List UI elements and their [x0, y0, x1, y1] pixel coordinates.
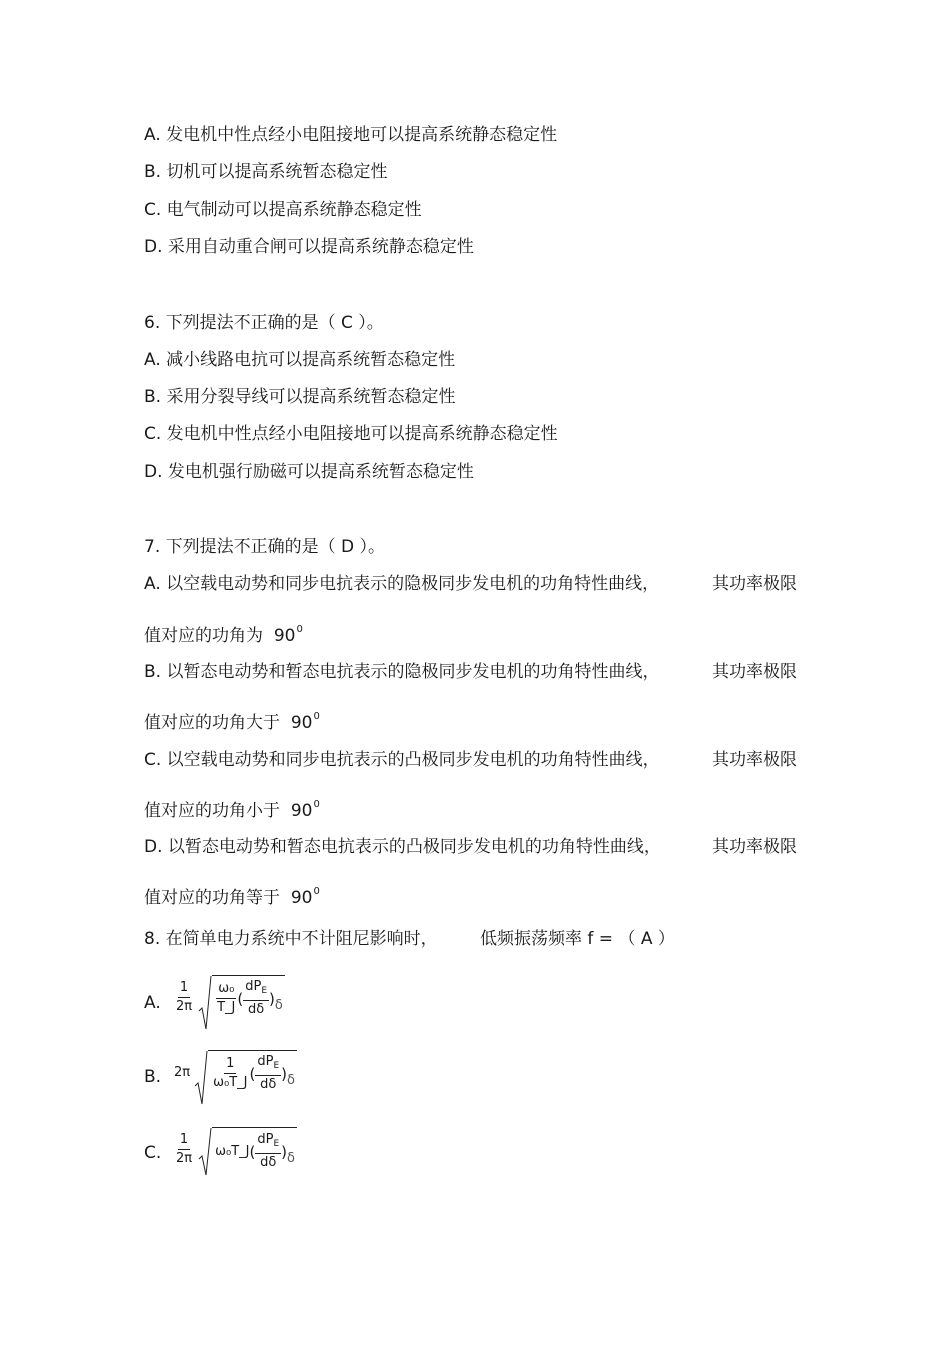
- sqrt-symbol: $\frac{1}{\text{ω₀T\_J}}$ ( $\frac{dP_E}{d\delta}$ ) δ: [194, 1050, 297, 1094]
- q7-option-a-cont: 值对应的功角为 $90^0$: [144, 624, 303, 646]
- q6-option-a: A. 减小线路电抗可以提高系统暂态稳定性: [144, 350, 456, 370]
- q7-option-c: C. 以空载电动势和同步电抗表示的凸极同步发电机的功角特性曲线， 其功率极限: [144, 750, 797, 770]
- q5-option-d: D. 采用自动重合闸可以提高系统静态稳定性: [144, 237, 474, 257]
- coef-fraction: $\frac{1}{2\pi}$: [176, 1132, 193, 1166]
- q6-stem: 6. 下列提法不正确的是（ C ）。: [144, 313, 384, 333]
- coef-fraction: $\frac{1}{2\pi}$: [176, 979, 193, 1014]
- q5-option-a: A. 发电机中性点经小电阻接地可以提高系统静态稳定性: [144, 125, 558, 145]
- q7-option-b-cont: 值对应的功角大于 $90^0$: [144, 711, 320, 733]
- q7-option-b: B. 以暂态电动势和暂态电抗表示的隐极同步发电机的功角特性曲线， 其功率极限: [144, 662, 797, 682]
- q8-option-b: B. 2π $\frac{1}{\text{ω₀T\_J}}$ ( $\frac{dP_E}{d\delta}$ ) δ: [144, 1050, 344, 1110]
- q6-option-c: C. 发电机中性点经小电阻接地可以提高系统静态稳定性: [144, 424, 558, 444]
- q7-option-d-cont: 值对应的功角等于 $90^0$: [144, 886, 320, 908]
- q8-option-a: A. $\frac{1}{2\pi}$ $\frac{\text{ω₀}}{T\_J}$ ( $\frac{dP_E}{d\delta}$ ) δ: [144, 975, 344, 1035]
- q6-option-b: B. 采用分裂导线可以提高系统暂态稳定性: [144, 387, 456, 407]
- q7-stem: 7. 下列提法不正确的是（ D ）。: [144, 537, 386, 557]
- sqrt-symbol: $\frac{\text{ω₀}}{T\_J}$ ( $\frac{dP_E}{d\delta}$ ) δ: [198, 975, 285, 1019]
- q5-option-b: B. 切机可以提高系统暂态稳定性: [144, 162, 388, 182]
- q6-option-d: D. 发电机强行励磁可以提高系统暂态稳定性: [144, 462, 474, 482]
- q8-stem: 8. 在简单电力系统中不计阻尼影响时， 低频振荡频率 f = （ A ）: [144, 929, 675, 949]
- q5-option-c: C. 电气制动可以提高系统静态稳定性: [144, 200, 422, 220]
- sqrt-symbol: ω₀T_J ( $\frac{dP_E}{d\delta}$ ) δ: [198, 1127, 297, 1172]
- q7-option-d: D. 以暂态电动势和暂态电抗表示的凸极同步发电机的功角特性曲线， 其功率极限: [144, 837, 797, 857]
- q8-option-c: C. $\frac{1}{2\pi}$ ω₀T_J ( $\frac{dP_E}{d\delta}$ ) δ: [144, 1127, 344, 1187]
- q7-option-c-cont: 值对应的功角小于 $90^0$: [144, 799, 320, 821]
- q7-option-a: A. 以空载电动势和同步电抗表示的隐极同步发电机的功角特性曲线， 其功率极限: [144, 574, 797, 594]
